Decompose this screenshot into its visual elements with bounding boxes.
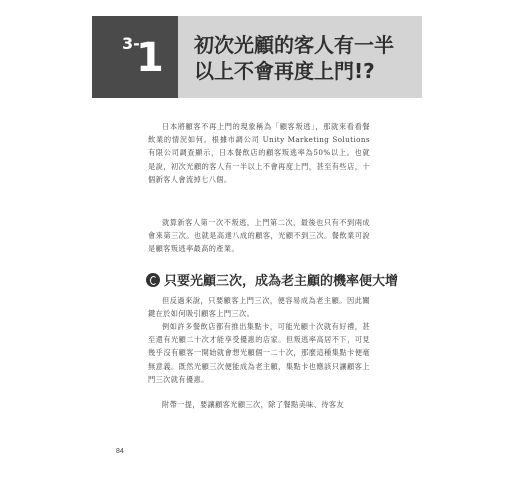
- chapter-number-minor: 1: [136, 35, 164, 81]
- body-paragraph: 但反過來說，只要顧客上門三次，便容易成為老主顧。因此關鍵在於如何吸引顧客上門三次。: [148, 296, 370, 319]
- subheading-text: 只要光顧三次，成為老主顧的機率便大增: [164, 274, 399, 289]
- chapter-header: [92, 16, 422, 98]
- chapter-number-block: [92, 16, 178, 98]
- chapter-title-line-1: 初次光顧的客人有一半: [194, 33, 394, 57]
- body-paragraph: 附帶一提，要讓顧客光顧三次，除了餐點美味、待客友: [162, 400, 345, 409]
- page-number: 84: [116, 448, 124, 455]
- section-bullet-icon: [146, 273, 160, 287]
- section-subheading: [146, 270, 398, 289]
- body-paragraph: 就算新客人第一次不叛逃，上門第二次，最後也只有不到兩成會來第三次。也就是高達八成的顧客，光顧不到三次。餐飲業可說是顧客叛逃率最高的產業。: [148, 218, 370, 254]
- chapter-title-line-2: 以上不會再度上門!?: [194, 59, 375, 83]
- body-paragraph: 例如許多餐飲店都有推出集點卡，可能光顧十次就有好禮，甚至還有光顧二十次才能享受優惠的店家。但叛逃率高居不下，可見幾乎沒有顧客一開始就會想光顧個一二十次，那麼這種集點卡便毫無意義。既然光顧三次便能成為老主顧，集點卡也應該只讓顧客上門三次就有優惠。: [148, 322, 370, 384]
- body-paragraph: 日本將顧客不再上門的現象稱為「顧客叛逃」，那就來看看餐飲業的情況如何。根據市調公司 Unity Marketing Solutions 有限公司調查顯示，日本餐飲店的顧客叛逃率為50%以上。也就是說，初次光顧的客人有一半以上不會再度上門，甚至有些店，十個新客人會流掉七八個。: [148, 122, 370, 184]
- chapter-number-major: 3-: [122, 34, 140, 53]
- chapter-title-block: [178, 16, 422, 98]
